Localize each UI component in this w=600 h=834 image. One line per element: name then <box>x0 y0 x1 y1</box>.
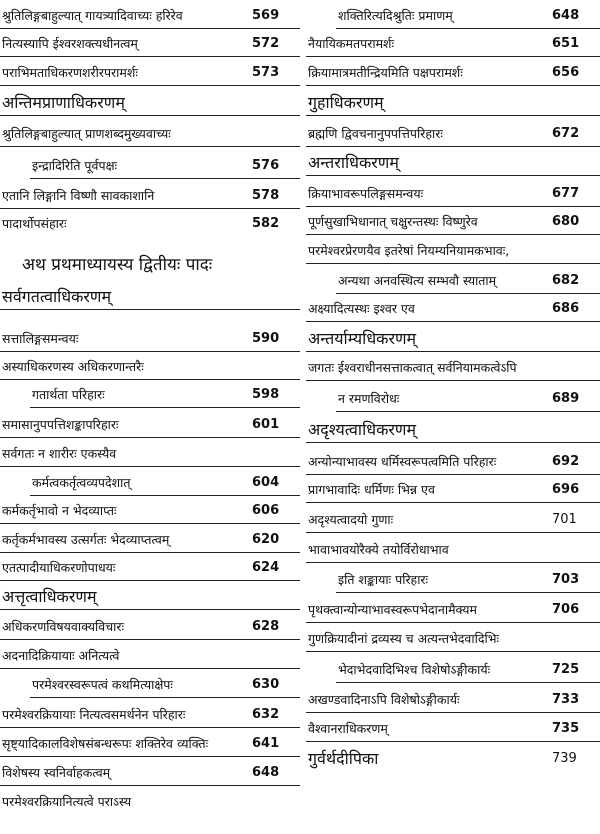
row-underline <box>306 502 600 503</box>
section-heading-row <box>306 326 600 352</box>
toc-entry-row <box>306 716 600 742</box>
row-underline <box>306 146 600 147</box>
section-heading-text: सर्वगतत्वाधिकरणम् <box>2 287 112 306</box>
toc-entry-text: गुणक्रियादीनां द्रव्यस्य च अत्यन्तभेदवादिभिः <box>308 631 500 646</box>
toc-entry-row <box>0 153 300 179</box>
toc-entry-text: इन्द्रादिरिति पूर्वपक्षः <box>32 158 118 173</box>
section-heading-row <box>0 90 300 116</box>
row-underline <box>306 263 600 264</box>
row-underline <box>0 552 300 553</box>
page-number: 604 <box>252 475 280 490</box>
page-number: 651 <box>552 36 580 51</box>
toc-entry-text: ब्रह्मणि द्विवचनानुपपत्तिपरिहारः <box>308 126 443 141</box>
row-underline <box>306 321 600 322</box>
toc-entry-row <box>306 657 600 683</box>
toc-entry-text: भावाभावयोरैक्ये तयोर्विरोधाभाव <box>308 542 449 557</box>
row-underline <box>306 351 600 352</box>
toc-entry-row <box>306 355 600 381</box>
toc-entry-row <box>306 687 600 713</box>
toc-entry-text: श्रुतिलिङ्गबाहुल्यात् गायत्र्यादिवाच्यः हरिरेव <box>2 8 183 23</box>
row-underline <box>0 28 300 29</box>
toc-entry-row <box>0 211 300 237</box>
toc-entry-row <box>0 382 300 408</box>
toc-entry-text: परमेश्वरक्रियानित्यत्वे पराऽस्य <box>2 794 132 809</box>
toc-entry-row <box>0 643 300 669</box>
row-underline <box>306 56 600 57</box>
row-underline <box>0 639 300 640</box>
page-number: 686 <box>552 301 580 316</box>
row-underline <box>336 592 600 593</box>
toc-entry-row <box>0 789 300 815</box>
toc-entry-row <box>0 326 300 352</box>
toc-entry-text: सत्तालिङ्गसमन्वयः <box>2 331 79 346</box>
toc-entry-text: गतार्थता परिहारः <box>32 387 105 402</box>
row-underline <box>306 651 600 652</box>
toc-entry-text: सृष्ट्यादिकालविशेषसंबन्धरूपः शक्तिरेव व्यक्तिः <box>2 736 209 751</box>
toc-entry-row <box>306 209 600 235</box>
row-underline <box>306 442 600 443</box>
row-underline <box>0 379 300 380</box>
page-number: 624 <box>252 560 280 575</box>
row-underline <box>306 532 600 533</box>
row-underline <box>0 580 300 581</box>
page-number: 590 <box>252 331 280 346</box>
row-underline <box>0 668 300 669</box>
toc-entry-row <box>306 121 600 147</box>
toc-entry-text: समासानुपपत्तिशङ्कापरिहारः <box>2 417 119 432</box>
page-number: 601 <box>252 417 280 432</box>
toc-entry-row <box>306 181 600 207</box>
section-heading-text: अन्तिमप्राणाधिकरणम् <box>2 93 125 112</box>
row-underline <box>0 208 300 209</box>
page-number: 632 <box>252 707 280 722</box>
toc-entry-text: एतानि लिङ्गानि विष्णौ सावकाशानि <box>2 188 155 203</box>
toc-entry-row <box>0 3 300 29</box>
row-underline <box>306 234 600 235</box>
toc-entry-text: इति शङ्कायाः परिहारः <box>338 572 429 587</box>
toc-entry-text: नैयायिकमतपरामर्शः <box>308 36 395 51</box>
section-heading-row <box>306 150 600 176</box>
toc-entry-row <box>306 238 600 264</box>
toc-entry-text: अस्याधिकरणस्य अधिकरणान्तरैः <box>2 359 144 374</box>
row-underline <box>306 474 600 475</box>
page-number: 630 <box>252 677 280 692</box>
toc-entry-text: परमेश्वरस्वरूपत्वं कथमित्याक्षेपः <box>32 677 173 692</box>
page-number: 598 <box>252 387 280 402</box>
row-underline <box>306 562 600 563</box>
row-underline <box>0 309 300 310</box>
row-underline <box>306 206 600 207</box>
toc-entry-text: अधिकरणविषयवाक्यविचारः <box>2 619 125 634</box>
toc-entry-text: अदृश्यत्वादयो गुणाः <box>308 512 394 527</box>
page-number: 733 <box>552 692 580 707</box>
toc-entry-row <box>306 626 600 652</box>
row-underline <box>306 380 600 381</box>
row-underline <box>0 115 300 116</box>
section-heading-text: गुर्वर्थदीपिका <box>308 749 379 768</box>
toc-entry-text: वैश्वानराधिकरणम् <box>308 721 388 736</box>
toc-entry-row <box>306 507 600 533</box>
row-underline <box>30 495 300 496</box>
toc-entry-text: परमेश्वरक्रियायाः नित्यत्वसमर्थनेन परिहारः <box>2 707 186 722</box>
page-number: 628 <box>252 619 280 634</box>
section-heading-text: अदृश्यत्वाधिकरणम् <box>308 420 417 439</box>
page-number: 648 <box>552 8 580 23</box>
row-underline <box>336 28 600 29</box>
toc-entry-text: सर्वगतः न शारीरः एकस्यैव <box>2 446 117 461</box>
toc-entry-text: अन्यथा अनवस्थित्य सम्भवौ स्याताम् <box>338 273 497 288</box>
page-number: 620 <box>252 532 280 547</box>
toc-entry-row <box>306 567 600 593</box>
row-underline <box>0 56 300 57</box>
row-underline <box>0 437 300 438</box>
row-underline <box>0 351 300 352</box>
page-number: 569 <box>252 8 280 23</box>
page-number: 689 <box>552 391 580 406</box>
row-underline <box>306 622 600 623</box>
page-number: 739 <box>552 751 577 766</box>
toc-entry-text: अदनादिक्रियायाः अनित्यत्वे <box>2 648 120 663</box>
page-number: 573 <box>252 65 280 80</box>
toc-entry-text: क्रियाभावरूपलिङ्गसमन्वयः <box>308 186 424 201</box>
toc-entry-row <box>306 477 600 503</box>
section-heading-row <box>306 417 600 443</box>
section-heading-row <box>306 746 600 772</box>
toc-entry-text: न रमणविरोधः <box>338 391 400 406</box>
row-underline <box>306 175 600 176</box>
page-number: 696 <box>552 482 580 497</box>
page-number: 572 <box>252 36 280 51</box>
toc-entry-row <box>306 537 600 563</box>
row-underline <box>0 146 300 147</box>
page-number: 576 <box>252 158 280 173</box>
toc-entry-row <box>0 31 300 57</box>
toc-entry-text: प्रागभावादिः धर्मिणः भिन्न एव <box>308 482 435 497</box>
row-underline <box>306 712 600 713</box>
toc-entry-row <box>306 296 600 322</box>
toc-entry-row <box>0 60 300 86</box>
page-number: 582 <box>252 216 280 231</box>
row-underline <box>0 466 300 467</box>
toc-entry-text: पराभिमताधिकरणशरीरपरामर्शः <box>2 65 138 80</box>
row-underline <box>30 697 300 698</box>
toc-entry-row <box>306 60 600 86</box>
toc-entry-text: श्रुतिलिङ्गबाहुल्यात् प्राणशब्दमुख्यवाच्यः <box>2 126 171 141</box>
page-number: 735 <box>552 721 580 736</box>
section-heading-row <box>0 584 300 610</box>
toc-entry-row <box>0 412 300 438</box>
row-underline <box>30 178 300 179</box>
row-underline <box>336 411 600 412</box>
toc-entry-text: परमेश्वरप्रेरणयैव इतरेषां नियम्यनियामकभावः, <box>308 243 510 258</box>
page-number: 606 <box>252 503 280 518</box>
row-underline <box>0 785 300 786</box>
page-number: 648 <box>252 765 280 780</box>
toc-entry-row <box>0 614 300 640</box>
toc-entry-text: कर्मत्वकर्तृत्वव्यपदेशात् <box>32 475 131 490</box>
row-underline <box>306 85 600 86</box>
main-heading-text: अथ प्रथमाध्यायस्य द्वितीयः पादः <box>22 255 213 275</box>
page-number: 578 <box>252 188 280 203</box>
toc-entry-row <box>0 498 300 524</box>
page-number: 672 <box>552 126 580 141</box>
toc-entry-row <box>0 121 300 147</box>
row-underline <box>30 407 300 408</box>
row-underline <box>0 727 300 728</box>
page-number: 725 <box>552 662 580 677</box>
section-heading-text: अत्तृत्वाधिकरणम् <box>2 587 97 606</box>
toc-entry-text: नित्यस्यापि ईश्वरशक्त्यधीनत्वम् <box>2 36 138 51</box>
toc-entry-text: पृथक्त्वान्योन्याभावस्वरूपभेदानामैक्यम <box>308 602 477 617</box>
row-underline <box>0 609 300 610</box>
page-number: 703 <box>552 572 580 587</box>
toc-entry-text: एतत्पादीयाधिकरणोपाधयः <box>2 560 116 575</box>
toc-entry-text: अखण्डवादिनाऽपि विशेषोऽङ्गीकार्यः <box>308 692 460 707</box>
row-underline <box>306 741 600 742</box>
page-number: 682 <box>552 273 580 288</box>
toc-entry-row <box>306 3 600 29</box>
section-heading-text: अन्तराधिकरणम् <box>308 153 399 172</box>
row-underline <box>0 523 300 524</box>
toc-entry-row <box>0 555 300 581</box>
page-number: 706 <box>552 602 580 617</box>
page-number: 641 <box>252 736 280 751</box>
toc-entry-text: अक्ष्यादित्यस्थः इश्वर एव <box>308 301 415 316</box>
toc-entry-row <box>0 760 300 786</box>
toc-entry-row <box>0 354 300 380</box>
main-heading-row <box>0 252 300 278</box>
section-heading-text: गुहाधिकरणम् <box>308 93 384 112</box>
page-number: 677 <box>552 186 580 201</box>
toc-entry-text: अन्योन्याभावस्य धर्मिस्वरूपत्वमिति परिहारः <box>308 454 497 469</box>
row-underline <box>336 293 600 294</box>
toc-entry-text: विशेषस्य स्वनिर्वाहकत्वम् <box>2 765 111 780</box>
toc-entry-text: पादार्थोपसंहारः <box>2 216 67 231</box>
toc-entry-row <box>0 470 300 496</box>
toc-entry-row <box>306 597 600 623</box>
toc-entry-row <box>0 702 300 728</box>
toc-entry-text: क्रियामात्रमतीन्द्रियमिति पक्षपरामर्शः <box>308 65 463 80</box>
toc-entry-text: कर्मकर्तृभावो न भेदव्याप्तः <box>2 503 117 518</box>
toc-entry-row <box>0 527 300 553</box>
toc-entry-text: शक्तिरित्यदिश्रुतिः प्रमाणम् <box>338 8 453 23</box>
page-number: 680 <box>552 214 580 229</box>
row-underline <box>0 756 300 757</box>
section-heading-row <box>306 90 600 116</box>
toc-entry-row <box>0 672 300 698</box>
toc-entry-row <box>306 449 600 475</box>
toc-entry-text: भेदाभेदवादिभिश्च विशेषोऽङ्गीकार्यः <box>338 662 491 677</box>
toc-entry-row <box>306 268 600 294</box>
page-number: 701 <box>552 512 577 527</box>
toc-entry-text: कर्तृकर्मभावस्य उत्सर्गतः भेदव्याप्तत्वम् <box>2 532 170 547</box>
row-underline <box>306 115 600 116</box>
toc-entry-row <box>0 183 300 209</box>
toc-entry-text: पूर्णसुखाभिधानात् चक्षुरन्तस्थः विष्णुरेव <box>308 214 478 229</box>
row-underline <box>0 85 300 86</box>
toc-entry-row <box>0 731 300 757</box>
page-number: 656 <box>552 65 580 80</box>
toc-entry-row <box>306 31 600 57</box>
toc-entry-text: जगतः ईश्वराधीनसत्ताकत्वात् सर्वनियामकत्वेऽपि <box>308 360 517 375</box>
section-heading-text: अन्तर्याम्यधिकरणम् <box>308 329 417 348</box>
row-underline <box>336 682 600 683</box>
section-heading-row <box>0 284 300 310</box>
toc-entry-row <box>0 441 300 467</box>
page-number: 692 <box>552 454 580 469</box>
toc-entry-row <box>306 386 600 412</box>
